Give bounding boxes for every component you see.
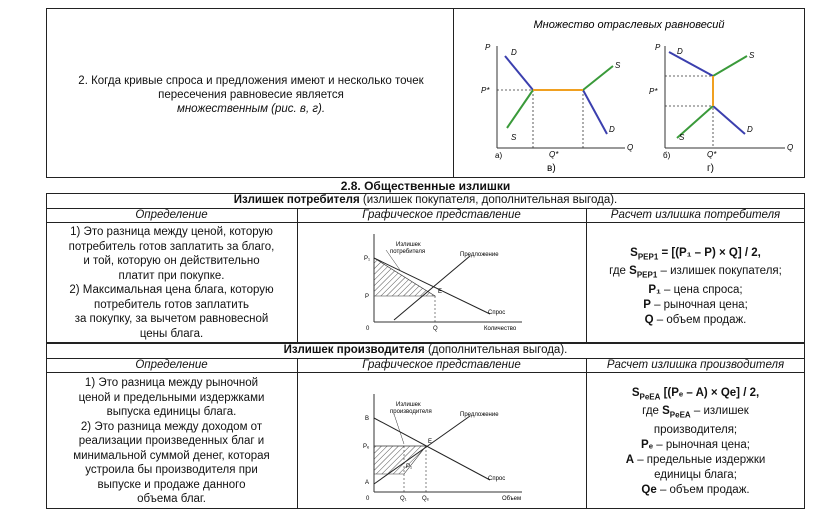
producer-calc: $S_{PeEA}$ [(Pₑ – A) × Qe] / 2, где $S_{PeEA}$ – излишек производителя; Pₑ – рыночная цена; A – предельные издержки единицы блага; Qe – объем продаж.	[625, 387, 766, 496]
svg-text:Количество: Количество	[484, 326, 517, 332]
figure-title: Множество отраслевых равновесий	[533, 19, 725, 31]
svg-text:производителя: производителя	[390, 409, 432, 415]
demand-curve-g	[669, 52, 713, 76]
demand-curve-v	[505, 56, 533, 90]
svg-text:в): в)	[547, 163, 556, 174]
svg-text:Q: Q	[433, 326, 438, 332]
svg-text:Объем: Объем	[502, 496, 522, 502]
svg-text:а): а)	[495, 151, 503, 160]
consumer-col-def: Определение	[135, 209, 208, 221]
svg-text:S: S	[615, 61, 621, 70]
equilibrium-text-italic: множественным (рис. в, г).	[176, 103, 326, 115]
svg-text:S: S	[511, 133, 517, 142]
svg-text:D: D	[747, 125, 753, 134]
producer-title: Излишек производителя (дополнительная выгода).	[283, 344, 568, 356]
svg-text:Qₑ: Qₑ	[422, 496, 429, 502]
consumer-surplus-area	[374, 258, 435, 296]
svg-text:Q*: Q*	[549, 150, 559, 159]
producer-col-def: Определение	[135, 359, 208, 371]
svg-text:Pₑ: Pₑ	[363, 444, 370, 450]
svg-text:Спрос: Спрос	[488, 310, 506, 316]
svg-text:B: B	[365, 416, 370, 422]
producer-definition: 1) Это разница между рыночной ценой и предельными издержками выпуска единицы блага. 2) Это разница между доходом от реализации произведенных благ и минимальной суммой денег, которая устроила бы производителя при выпуске и продаже данного объема благ.	[73, 377, 270, 505]
svg-text:P*: P*	[649, 87, 658, 96]
svg-text:P: P	[655, 43, 661, 52]
svg-text:Предложение: Предложение	[460, 412, 499, 418]
svg-text:A: A	[365, 480, 370, 486]
svg-text:Q: Q	[627, 143, 634, 152]
svg-text:P*: P*	[481, 86, 490, 95]
svg-text:0: 0	[366, 496, 370, 502]
svg-text:Предложение: Предложение	[460, 252, 499, 258]
svg-text:потребителя: потребителя	[390, 249, 426, 255]
svg-text:P: P	[485, 43, 491, 52]
supply-curve-v	[507, 90, 533, 128]
svg-text:D: D	[677, 47, 683, 56]
svg-text:Q*: Q*	[707, 150, 717, 159]
consumer-title: Излишек потребителя (излишек покупателя, дополнительная выгода).	[233, 194, 618, 206]
svg-text:P₁: P₁	[406, 464, 413, 470]
producer-surplus-graph	[360, 388, 530, 504]
consumer-col-calc: Расчет излишка потребителя	[610, 209, 781, 221]
top-left-text	[56, 74, 446, 116]
svg-text:Излишек: Излишек	[396, 402, 421, 408]
svg-text:S: S	[679, 133, 685, 142]
consumer-definition: 1) Это разница между ценой, которую потребитель готов заплатить за благо, и той, которую он действительно платит при покупке. 2) Максимальная цена блага, которую потребитель готов заплатить за покупку, за вычетом равновесной цены блага.	[68, 226, 275, 340]
consumer-calc: $S_{PEP1} = [(P_1 - P) \times Q] / 2$, где $S_{PEP1}$ – излишек покупателя; P₁ – цена спроса; P – рыночная цена; Q – объем продаж.	[609, 247, 782, 326]
svg-text:P: P	[365, 294, 370, 300]
svg-text:D: D	[609, 125, 615, 134]
svg-text:Q₁: Q₁	[400, 496, 407, 502]
svg-text:P₁: P₁	[364, 256, 371, 262]
svg-text:0: 0	[366, 326, 370, 332]
graph-v	[481, 43, 633, 174]
svg-text:E: E	[428, 439, 433, 445]
svg-text:S: S	[749, 51, 755, 60]
producer-col-calc: Расчет излишка производителя	[606, 359, 785, 371]
producer-surplus-area	[374, 446, 426, 474]
svg-text:Спрос: Спрос	[488, 476, 506, 482]
svg-text:D: D	[511, 48, 517, 57]
svg-text:E: E	[438, 289, 443, 295]
svg-text:г): г)	[707, 163, 714, 174]
svg-text:Q: Q	[787, 143, 794, 152]
graph-g	[649, 43, 793, 174]
producer-col-graph: Графическое представление	[362, 359, 521, 371]
consumer-surplus-graph	[360, 226, 530, 336]
svg-text:Излишек: Излишек	[396, 242, 421, 248]
equilibrium-text: 2. Когда кривые спроса и предложения имеют и несколько точек пересечения равновесие является	[78, 75, 424, 101]
consumer-col-graph: Графическое представление	[362, 209, 521, 221]
equilibrium-figure	[455, 10, 803, 176]
svg-text:б): б)	[663, 151, 671, 160]
section-title: 2.8. Общественные излишки	[340, 179, 511, 193]
